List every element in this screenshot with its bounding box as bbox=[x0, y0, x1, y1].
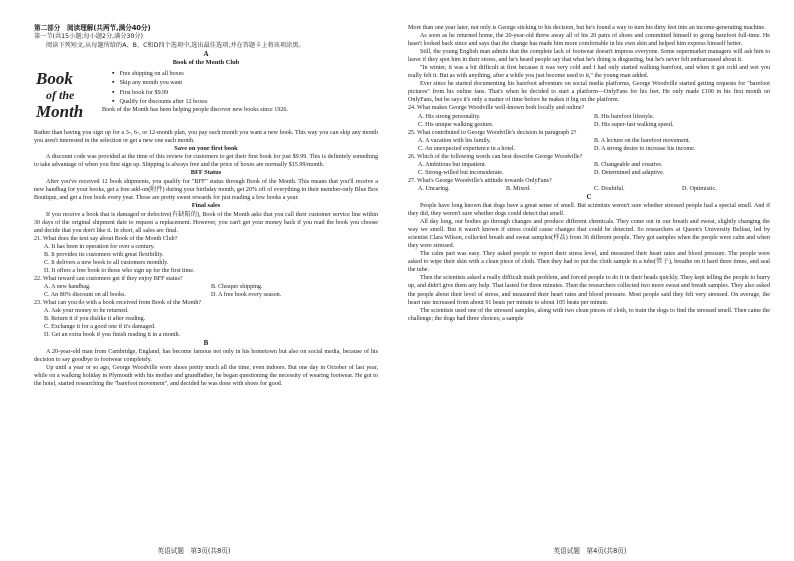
passage-b-para-5: Still, the young English man admits that the complete lack of footwear doesn't impress everyone. Some supermarket managers will ask him to leave if they spot him in their stores, and he's heard people say that what he's doing is disgusting, but he's never felt embarrassed about it. bbox=[408, 49, 770, 64]
passage-c-para-5: The scientists used one of the stressed samples, along with two clean pieces of cloth, to train the dogs to find the stressed smell. Then came the challenge; the dogs had three choices; a sample bbox=[408, 307, 770, 322]
save-text: A discount code was provided at the time of this review for customers to get their first book for just $9.99. This is definitely something to take advantage of when you first sign up. Shipping is always free and the price of boxes are normally $15.99/month. bbox=[34, 154, 378, 169]
book-of-the-month-logo bbox=[34, 69, 102, 129]
club-features bbox=[102, 69, 378, 115]
question-21: 21. What does the text say about Book of the Month Club? bbox=[34, 235, 178, 242]
option: C. His unique walking gesture. bbox=[418, 121, 494, 128]
option: D. Get an extra book if you finish reading it in a month. bbox=[44, 332, 181, 339]
passage-c-para-4: Then the scientists asked a really difficult math problem, and forced people to do it in their heads quickly. They kept telling the people to hurry up, and didn't give them any help. That lasted for three minutes. Then the researchers collected two more sweat and breath samples. They also asked the people about their level of stress, and measured their heart rates and blood pressure. Most people said they felt very stressed. On average, the heart rate increased from about 91 beats per minute to about 105 beats per minute. bbox=[408, 275, 770, 306]
options-row bbox=[408, 113, 770, 121]
option: C. An 80% discount on all books. bbox=[44, 291, 126, 298]
page-footer: 英语试题 第4页(共8页) bbox=[553, 547, 627, 555]
heading-save: Save on your first book bbox=[174, 144, 238, 152]
option: D. Optimistic. bbox=[682, 185, 717, 192]
options-row bbox=[408, 161, 770, 169]
heading-final: Final sales bbox=[191, 202, 221, 210]
feature-item: ▪ Qualify for discounts after 12 boxes bbox=[112, 97, 378, 106]
option: C. Doubtful. bbox=[594, 185, 625, 192]
options-row bbox=[408, 137, 770, 145]
option: D. His super-fast walking speed. bbox=[594, 121, 674, 128]
section-subtitle: 第一节(共15小题;每小题2分,满分30分) bbox=[34, 33, 143, 40]
passage-a-letter: A bbox=[203, 50, 209, 59]
passage-b-para-4: As soon as he returned home, the 20-year-old threw away all of his 20 pairs of shoes and committed himself to going barefoot full-time. He hasn't looked back since and says that the change has made him more comfortable in his own skin and helped him express himself better. bbox=[408, 33, 770, 48]
passage-c-letter: C bbox=[586, 192, 592, 201]
options-row bbox=[34, 283, 378, 291]
passage-b-para-1: A 20-year-old man from Cambridge, England, has become famous not only in his hometown but also on social media, because of his decision to say goodbye to footwear completely. bbox=[34, 349, 378, 364]
question-25: 25. What contributed to George Woodville's decision in paragraph 2? bbox=[408, 129, 577, 136]
question-27: 27. What's George Woodville's attitude towards OnlyFans? bbox=[408, 177, 552, 184]
question-23: 23. What can you do with a book received from Book of the Month? bbox=[34, 300, 202, 307]
option: B. His barefoot lifestyle. bbox=[594, 113, 655, 120]
option: B. Changeable and creative. bbox=[594, 161, 663, 168]
options-row bbox=[408, 169, 770, 177]
option: A. Ambitious but impatient. bbox=[418, 161, 487, 168]
logo-word-2: of the bbox=[46, 87, 75, 102]
question-24: 24. What makes George Woodville well-known both locally and online? bbox=[408, 105, 585, 112]
option: C. Strong-willed but inconsiderate. bbox=[418, 169, 504, 176]
option: B. A lecture on the barefoot movement. bbox=[594, 137, 691, 144]
option: B. Mixed. bbox=[506, 185, 531, 192]
option: D. It offers a free book to those who sign up for the first time. bbox=[44, 267, 195, 274]
passage-b-para-2: Up until a year or so ago, George Woodville wore shoes pretty much all the time, even indoors. But one day in October of last year, while on a walking holiday in Plymouth with his mother and grandfather, he began questioning the necessity of wearing footwear. He got to the hotel, started researching the "barefoot movement", and decided he was done with shoes for good. bbox=[34, 365, 378, 388]
page-4 bbox=[400, 4, 780, 561]
option: C. Exchange it for a good one if it's damaged. bbox=[44, 324, 156, 331]
book-club-box bbox=[34, 69, 378, 129]
option: B. It provides its customers with great flexibility. bbox=[44, 251, 164, 258]
option: C. An unexpected experience in a hotel. bbox=[418, 145, 516, 152]
page-3 bbox=[4, 4, 384, 561]
passage-b-para-3: More than one year later, not only is George sticking to his decision, but he's found a way to turn his dirty feet into an income-generating machine. bbox=[408, 25, 766, 31]
instructions: 阅读下列短文,从每题所给的A、B、C和D四个选项中,选出最佳选项,并在答题卡上将该项涂黑。 bbox=[46, 41, 305, 49]
logo-word-3: Month bbox=[36, 101, 84, 121]
option: A. His strong personality. bbox=[418, 113, 481, 120]
option: A. Uncaring. bbox=[418, 185, 450, 192]
options-row bbox=[408, 145, 770, 153]
option: D. Determined and adaptive. bbox=[594, 169, 665, 176]
feature-list bbox=[102, 69, 378, 107]
options-row bbox=[408, 121, 770, 129]
option: D. A free book every season. bbox=[211, 291, 282, 298]
final-text: If you receive a book that is damaged or defective(有缺陷的), Book of the Month asks that you call their customer service line within 30 days of the original shipment date to request a replacement. However, you can't get your money back if you read the book you choose and decide that you don't like it. In short, all sales are final. bbox=[34, 211, 378, 234]
options-row bbox=[34, 291, 378, 299]
bff-text: After you've received 12 book shipments, you qualify for "BFF" status through Book of the Month. This means that you'll receive a new handbag for your books, get a free add-on(附件) during your birthday month, get 20% off of everything in their member-only Blue Box Boutique, and get a free book every year. Those are pretty sweet rewards for just reading a few books a year. bbox=[34, 178, 378, 201]
question-26: 26. Which of the following words can best describe George Woodville? bbox=[408, 153, 583, 160]
option: C. It delivers a new book to all customers monthly. bbox=[44, 259, 169, 266]
option: A. A vacation with his family. bbox=[418, 137, 491, 144]
option: D. A strong desire to increase his income. bbox=[594, 145, 696, 152]
feature-item: ▪ Free shipping on all boxes bbox=[112, 69, 378, 78]
passage-b-para-6: "In winter, it was a bit difficult at first because it was very cold and I had only started walking barefoot, and when it got cold and wet you really felt it. But as with anything, after a while you just become used to it," the young man added. bbox=[408, 65, 770, 80]
passage-c-para-1: People have long known that dogs have a great sense of smell. But scientists weren't sure whether stressed people had a special smell. And if they did, they weren't sure whether dogs could detect that smell. bbox=[408, 202, 770, 218]
option: A. A new handbag. bbox=[44, 283, 91, 290]
passage-a-title: Book of the Month Club bbox=[172, 59, 240, 67]
intro-text: Rather than having you sign up for a 3-, 6-, or 12-month plan, you pay each month you want a new book. This way you can skip any month you aren't interested in the selection or get a new one each month. bbox=[34, 129, 378, 144]
passage-c-para-3: The calm part was easy. They asked people to report their stress level, and measured their heart rates and blood pressure. The people were asked to wipe their skin with a clean piece of cloth. Then they had to put the cloth sample in a tube(管子), breathe on it hard three times, and seal the tube. bbox=[408, 251, 770, 274]
page-footer: 英语试题 第3页(共8页) bbox=[157, 547, 231, 555]
passage-c-para-2: All day long, our bodies go through changes and produce different chemicals. They come out in our breath and sweat, slightly changing the way we smell. But it wasn't known if stress could cause changes that could be detected. So researchers at Queen's University Belfast, led by scientist Clara Wilson, collected breath and sweat samples(样品) from 36 different people. They got samples when the people were calm and when they were stressed. bbox=[408, 219, 770, 250]
heading-bff: BFF Status bbox=[190, 169, 222, 177]
intro-first-line: Book of the Month has been helping people discover new books since 1926. bbox=[102, 107, 288, 114]
question-22: 22. What reward can customers get if they enjoy BFF status? bbox=[34, 275, 183, 282]
logo-word-1: Book bbox=[36, 68, 73, 88]
option: A. Ask your money to be returned. bbox=[44, 308, 129, 315]
option: A. It has been in operation for over a century. bbox=[44, 243, 155, 250]
options-row bbox=[408, 185, 770, 193]
passage-b-para-7: Ever since he started documenting his barefoot adventure on social media platforms, George Woodville started getting requests for "barefoot pictures" from his online fans. That's when he decided to start a platform—OnlyFans for his feet. He only made £100 in his first month on OnlyFans, but he says it's only a matter of time before he makes it big on the platform. bbox=[408, 81, 770, 104]
passage-b-letter: B bbox=[203, 339, 209, 348]
feature-item: ▪ Skip any month you want bbox=[112, 78, 378, 87]
option: B. Return it if you dislike it after reading. bbox=[44, 316, 146, 323]
feature-item: ▪ First book for $9.99 bbox=[112, 88, 378, 97]
section-title: 第二部分 阅读理解(共两节,满分40分) bbox=[34, 24, 151, 32]
option: B. Cheaper shipping. bbox=[211, 283, 263, 290]
